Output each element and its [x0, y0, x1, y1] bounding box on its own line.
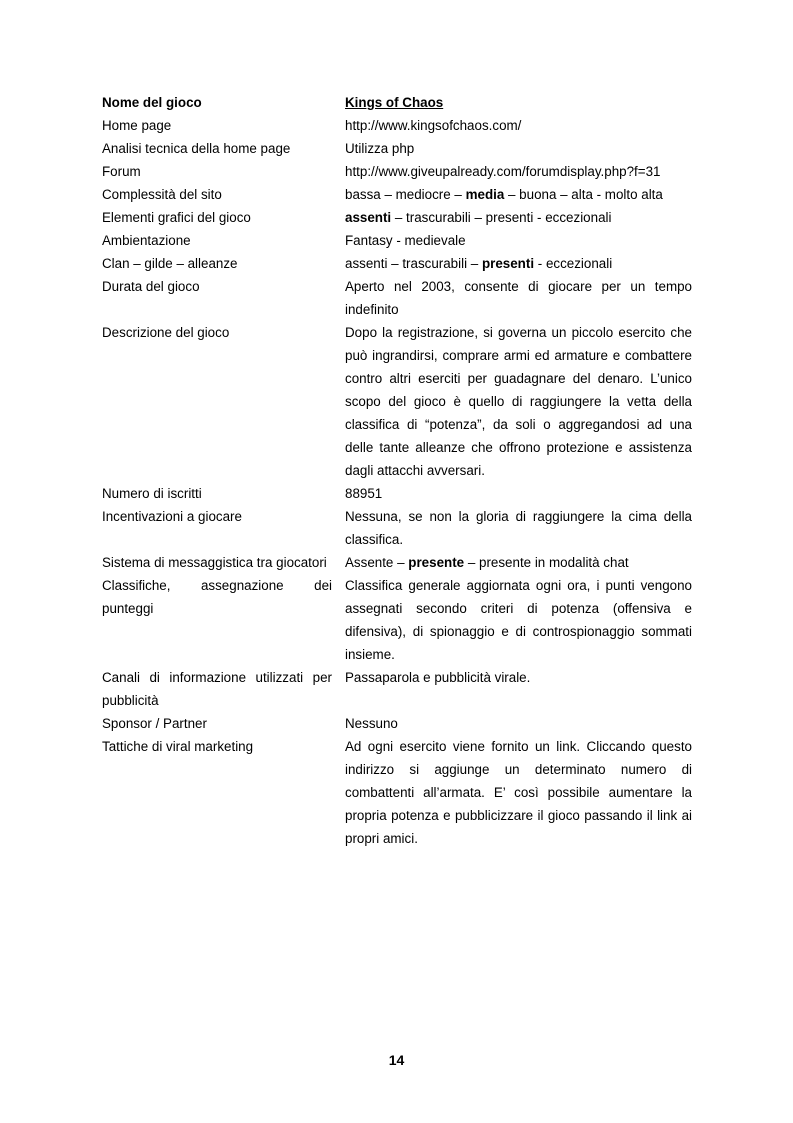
- row-label: Classifiche, assegnazione dei punteggi: [102, 578, 332, 616]
- value-selected: presente: [408, 555, 465, 570]
- game-info-table: [102, 91, 692, 850]
- row-clan: [102, 252, 692, 275]
- row-value: Aperto nel 2003, consente di giocare per un tempo indefinito: [345, 279, 692, 317]
- table-header-row: [102, 91, 692, 114]
- row-label: Descrizione del gioco: [102, 325, 230, 340]
- row-label: Canali di informazione utilizzati per pubblicità: [102, 670, 332, 708]
- row-label: Incentivazioni a giocare: [102, 509, 242, 524]
- value-pre: bassa – mediocre –: [345, 187, 466, 202]
- row-label: Durata del gioco: [102, 279, 200, 294]
- row-tattiche: [102, 735, 692, 850]
- row-value: Nessuno: [345, 716, 398, 731]
- value-pre: assenti – trascurabili –: [345, 256, 482, 271]
- row-value: Classifica generale aggiornata ogni ora, i punti vengono assegnati secondo criteri di potenza (offensiva e difensiva), di spionaggio e di controspionaggio sommati insieme.: [345, 578, 692, 662]
- row-label: Sistema di messaggistica tra giocatori: [102, 555, 327, 570]
- row-value: Nessuna, se non la gloria di raggiungere la cima della classifica.: [345, 509, 692, 547]
- row-elementi: [102, 206, 692, 229]
- forum-url: http://www.giveupalready.com/forumdisplay.php?f=31: [345, 164, 661, 179]
- row-value: Passaparola e pubblicità virale.: [345, 670, 531, 685]
- row-value: [345, 183, 692, 206]
- value-selected: assenti: [345, 210, 392, 225]
- value-post: - eccezionali: [534, 256, 613, 271]
- row-value: 88951: [345, 486, 383, 501]
- row-value: [345, 252, 692, 275]
- row-ambientazione: [102, 229, 692, 252]
- row-value: [345, 551, 692, 574]
- row-incentivazioni: [102, 505, 692, 551]
- row-home-page: [102, 114, 692, 137]
- row-label: Sponsor / Partner: [102, 716, 207, 731]
- row-value: Dopo la registrazione, si governa un piccolo esercito che può ingrandirsi, comprare armi ed armature e combattere contro altri eserciti per guadagnare del denaro. L’unico scopo del gioco è quello di raggiungere la vetta della classifica di “potenza”, da soli o aggregandosi ad una delle tante alleanze che offrono protezione e assistenza dagli attacchi avversari.: [345, 325, 692, 478]
- row-messaggistica: [102, 551, 692, 574]
- header-label: Nome del gioco: [102, 95, 202, 110]
- row-forum: [102, 160, 692, 183]
- row-value: Fantasy - medievale: [345, 233, 466, 248]
- row-value: [345, 206, 692, 229]
- value-pre: Assente –: [345, 555, 409, 570]
- row-complessita: [102, 183, 692, 206]
- value-post: – presente in modalità chat: [464, 555, 629, 570]
- value-post: – buona – alta - molto alta: [504, 187, 663, 202]
- value-selected: media: [465, 187, 505, 202]
- page-number: 14: [388, 1052, 405, 1068]
- row-iscritti: [102, 482, 692, 505]
- row-label: Elementi grafici del gioco: [102, 210, 251, 225]
- row-value: Utilizza php: [345, 141, 415, 156]
- row-label: Analisi tecnica della home page: [102, 141, 291, 156]
- row-sponsor: [102, 712, 692, 735]
- value-selected: presenti: [481, 256, 535, 271]
- row-label: Forum: [102, 164, 141, 179]
- row-label: Tattiche di viral marketing: [102, 739, 254, 754]
- row-descrizione: [102, 321, 692, 482]
- row-label: Clan – gilde – alleanze: [102, 256, 238, 271]
- row-durata: [102, 275, 692, 321]
- row-value: Ad ogni esercito viene fornito un link. Cliccando questo indirizzo si aggiunge un determinato numero di combattenti all’armata. E’ così possibile aumentare la propria potenza e pubblicizzare il gioco passando il link ai propri amici.: [345, 739, 692, 846]
- row-classifiche: [102, 574, 692, 666]
- value-post: – trascurabili – presenti - eccezionali: [391, 210, 612, 225]
- row-label: Home page: [102, 118, 172, 133]
- home-page-url: http://www.kingsofchaos.com/: [345, 118, 522, 133]
- row-label: Ambientazione: [102, 233, 191, 248]
- row-canali: [102, 666, 692, 712]
- game-title: Kings of Chaos: [345, 95, 444, 110]
- row-label: Complessità del sito: [102, 187, 222, 202]
- row-analisi: [102, 137, 692, 160]
- row-label: Numero di iscritti: [102, 486, 202, 501]
